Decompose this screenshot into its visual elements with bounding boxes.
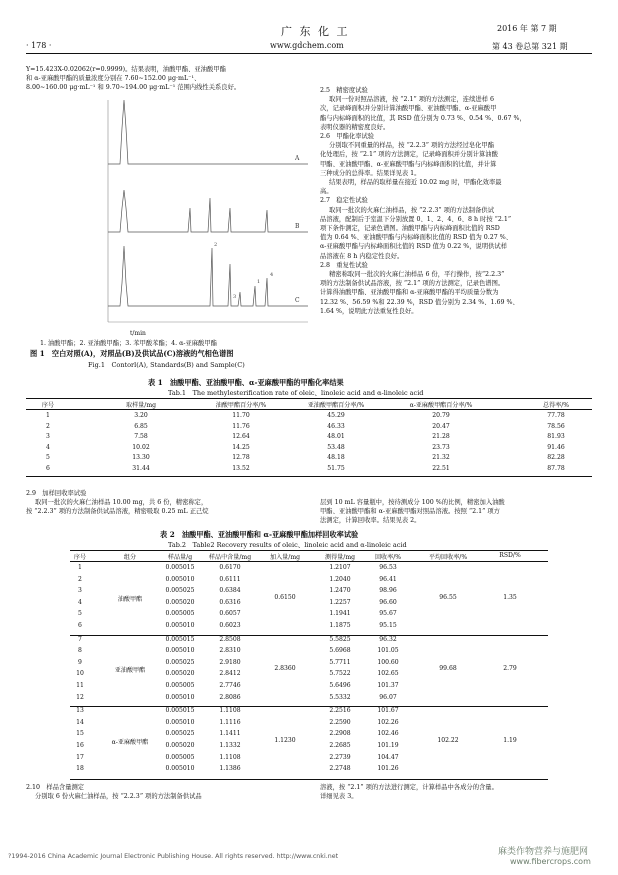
group-added: 0.6150 <box>274 593 296 601</box>
text-line: 酯与内标峰面积的比值，其 RSD 值分别为 0.73 %、0.54 %、0.67 %， <box>320 114 526 122</box>
table-cell: 2.8412 <box>219 670 241 678</box>
table-header: 样品量/g <box>167 554 193 561</box>
table-cell: 96.32 <box>379 635 397 643</box>
table-header: 取样量/mg <box>125 402 156 409</box>
trace-label-a: A <box>295 155 300 162</box>
table-cell: 0.005015 <box>165 707 195 715</box>
text-line: 精密称取同一批次的火麻仁油样品 6 份，平行操作，按“2.2.3” <box>329 271 505 279</box>
text-line: 2.6 甲酯化率试验 <box>320 133 375 141</box>
table-cell: 5.7522 <box>329 670 351 678</box>
table-cell: 2.2748 <box>329 765 351 773</box>
table-cell: 0.005010 <box>165 765 195 773</box>
table-cell: 5.5332 <box>329 693 351 701</box>
journal-url: www.gdchem.com <box>270 41 344 50</box>
trace-c <box>108 246 308 306</box>
table-cell: 1.2040 <box>329 575 351 583</box>
text-line: 甲酯、亚油酸甲酯和 α-亚麻酸甲酯对照品溶液。按照 “2.1” 项方 <box>320 508 500 516</box>
table1-title: 表 1 油酸甲酯、亚油酸甲酯、α-亚麻酸甲酯的甲酯化率结果 <box>148 378 344 387</box>
table-cell: 12 <box>76 693 84 701</box>
table-cell: 0.005020 <box>165 670 195 678</box>
table-cell: 2 <box>46 422 50 430</box>
table-header: α-亚麻酸甲酯百分率/% <box>409 402 473 409</box>
mid-right-text <box>320 498 505 526</box>
table-cell: 0.6023 <box>219 622 241 629</box>
text-line: 次，记录峰面积并分别计算油酸甲酯、亚油酸甲酯、α-亚麻酸甲 <box>320 105 497 113</box>
left-top-text <box>26 65 240 93</box>
table-rule <box>70 706 548 707</box>
table-header: RSD/% <box>499 552 521 559</box>
table-cell: 20.79 <box>432 412 450 419</box>
table2-title: 表 2 油酸甲酯、亚油酸甲酯和 α-亚麻酸甲酯加样回收率试验 <box>160 530 359 539</box>
table-cell: 0.6170 <box>219 564 241 571</box>
text-line: 表明仪器的精密度良好。 <box>320 123 390 131</box>
table-cell: 1.1386 <box>219 765 241 773</box>
table-cell: 10 <box>76 670 84 678</box>
text-line: α-亚麻酸甲酯与内标峰面积比值的 RSD 值为 0.22 %，说明供试样 <box>320 243 508 251</box>
table-cell: 2.2516 <box>329 707 351 715</box>
table-cell: 22.51 <box>432 464 450 472</box>
table-cell: 0.6057 <box>219 610 241 618</box>
table-cell: 2.8086 <box>219 693 241 701</box>
table-cell: 4 <box>78 598 82 606</box>
header-rule <box>26 53 592 54</box>
text-line: 2.10 样品含量测定 <box>26 784 85 791</box>
table-cell: 1.2107 <box>329 564 351 571</box>
text-line: 层到 10 mL 容量瓶中，按待测成分 100 %的比例，精密加入油酸 <box>320 499 505 506</box>
table-cell: 0.6384 <box>219 587 241 595</box>
table-cell: 5.6496 <box>329 682 351 689</box>
table-cell: 12.64 <box>232 433 250 440</box>
axis-label-time: t/min <box>130 330 146 337</box>
group-rsd: 2.79 <box>503 665 517 673</box>
text-line: 分别取 6 份火麻仁油样品，按 “2.2.3” 项的方法制备供试品 <box>35 793 202 801</box>
chromatogram-figure <box>50 98 310 328</box>
table2 <box>70 550 548 775</box>
table-cell: 96.41 <box>379 575 397 583</box>
table-cell: 21.28 <box>432 433 450 440</box>
table-cell: 102.65 <box>377 670 399 678</box>
table-cell: 0.005025 <box>165 658 195 666</box>
table-cell: 2.2739 <box>329 753 351 761</box>
table-cell: 18 <box>76 765 84 773</box>
table-cell: 0.005005 <box>165 753 195 761</box>
table-cell: 13 <box>76 707 84 715</box>
watermark-url: www.fibercrops.com <box>510 857 591 866</box>
table-cell: 87.78 <box>547 464 565 472</box>
text-line: 详细见表 3。 <box>320 793 358 801</box>
table-cell: 4 <box>46 443 50 451</box>
table-cell: 5 <box>46 454 50 461</box>
table-cell: 14 <box>76 718 84 726</box>
table-cell: 3 <box>46 433 50 440</box>
table-cell: 1.1941 <box>329 610 351 618</box>
table-cell: 14.25 <box>232 443 250 451</box>
table-cell: 2.2908 <box>329 730 351 738</box>
text-line: 分别取不同重量的样品，按 “2.2.3” 项的方法经过皂化甲酯 <box>329 142 494 150</box>
table-cell: 2.2590 <box>329 718 351 726</box>
table-rule <box>26 409 592 410</box>
table-cell: 95.67 <box>379 610 397 618</box>
table-cell: 6 <box>46 464 50 472</box>
table-header: 总得率/% <box>542 402 570 409</box>
text-line: 三种成分的总得率。结果详见表 1。 <box>320 169 421 177</box>
text-line: 取同一批次的火麻仁油样品，按 “2.2.3” 项的方法制备供试 <box>329 206 494 214</box>
table-cell: 96.07 <box>379 693 397 701</box>
table-cell: 78.56 <box>547 422 565 430</box>
table-rule <box>26 398 592 399</box>
table-cell: 1.1411 <box>219 730 241 738</box>
table-cell: 0.005015 <box>165 564 195 571</box>
table-rule <box>70 561 548 562</box>
table-cell: 48.01 <box>327 433 345 440</box>
table-cell: 21.32 <box>432 454 450 461</box>
copyright-footer: ?1994-2016 China Academic Journal Electronic Publishing House. All rights reserved. http://www.cnki.net <box>8 853 339 860</box>
table-header: 油酸甲酯百分率/% <box>215 402 267 409</box>
table-cell: 7 <box>78 635 82 643</box>
table-cell: 6.85 <box>134 422 148 430</box>
table-header: 回收率/% <box>374 554 402 561</box>
table-cell: 12.78 <box>232 454 250 461</box>
text-line: 2.8 重复性试验 <box>320 261 368 269</box>
table-cell: 6 <box>78 622 82 629</box>
table-cell: 2.8508 <box>219 635 241 643</box>
table-rule <box>70 779 548 780</box>
table-cell: 11.70 <box>232 412 250 419</box>
table-cell: 91.46 <box>547 443 565 451</box>
table-cell: 1.2470 <box>329 587 351 595</box>
table-cell: 20.47 <box>432 422 450 430</box>
text-line: 值为 0.64 %、亚油酸甲酯与内标峰面积比值的 RSD 值为 0.27 %、 <box>320 234 513 242</box>
table1 <box>26 398 592 478</box>
text-line: 12.32 %、56.59 %和 22.39 %，RSD 值分别为 2.34 %、1.69 %、 <box>320 298 519 306</box>
text-line: 1.64 %，说明此方法重复性良好。 <box>320 307 418 315</box>
table-cell: 1 <box>78 564 82 571</box>
text-line: 取同一份对照品溶液，按 “2.1” 项的方法测定，连续进样 6 <box>329 96 494 104</box>
table-cell: 101.26 <box>377 765 399 773</box>
text-line: 项的方法制备供试品溶液，按 “2.1” 项的方法测定，记录色谱图。 <box>320 280 505 288</box>
table-rule <box>70 550 548 551</box>
text-line: 溶液，按 “2.1” 项的方法进行测定，计算样品中各成分的含量。 <box>320 784 498 791</box>
table-cell: 23.73 <box>432 443 450 451</box>
journal-name: 广 东 化 工 <box>281 25 350 38</box>
figure-caption-en: Fig.1 Contorl(A), Standards(B) and Sample(C) <box>88 361 245 369</box>
table-cell: 0.005015 <box>165 635 195 643</box>
figure-caption: 图 1 空白对照(A)，对照品(B)及供试品(C)溶液的气相色谱图 <box>30 349 234 358</box>
peak-number: 4 <box>270 272 274 278</box>
table-cell: 0.005010 <box>165 622 195 629</box>
group-component: α-亚麻酸甲酯 <box>111 739 149 746</box>
table-cell: 102.26 <box>377 718 399 726</box>
table-cell: 0.6316 <box>219 598 241 606</box>
table-header: 序号 <box>73 554 87 561</box>
watermark-text: 麻类作物营养与施肥网 <box>498 847 589 857</box>
table-cell: 48.18 <box>327 454 345 461</box>
volume-info: 第 43 卷总第 321 期 <box>492 42 568 51</box>
table-cell: 7.58 <box>134 433 148 440</box>
group-average: 96.55 <box>439 593 457 601</box>
text-line: 计算得油酸甲酯、亚油酸甲酯和 α-亚麻酸甲酯的平均质量分数为 <box>320 289 499 297</box>
table-cell: 0.005010 <box>165 575 195 583</box>
table-cell: 1.1108 <box>219 707 241 715</box>
figure-legend: 1. 油酸甲酯；2. 亚油酸甲酯；3. 苯甲酸苯酯；4. α-亚麻酸甲酯 <box>40 340 217 347</box>
table-cell: 2.7746 <box>219 682 241 689</box>
table-cell: 45.29 <box>327 412 345 419</box>
text-line: 2.5 精密度试验 <box>320 87 368 94</box>
table-cell: 15 <box>76 730 84 738</box>
trace-b <box>108 190 308 232</box>
table-cell: 1.1108 <box>219 753 241 761</box>
table-cell: 104.47 <box>377 753 399 761</box>
table-cell: 0.6111 <box>219 575 241 583</box>
table-cell: 16 <box>76 742 84 749</box>
table-cell: 9 <box>78 658 82 666</box>
trace-a <box>108 100 308 164</box>
table-header: 平均回收率/% <box>428 554 468 561</box>
group-average: 99.68 <box>439 665 457 673</box>
text-line: 法测定，计算回收率。结果见表 2。 <box>320 517 421 525</box>
text-line: 品溶液在 8 h 内稳定性良好。 <box>320 252 404 260</box>
table-cell: 17 <box>76 753 84 761</box>
table-cell: 3.20 <box>134 412 148 419</box>
trace-label-c: C <box>295 297 300 304</box>
text-line: 取同一批次的火麻仁油样品 10.00 mg，共 6 份，精密称定， <box>35 499 208 507</box>
table-cell: 1 <box>46 412 50 419</box>
group-component: 亚油酸甲酯 <box>114 667 146 675</box>
table-cell: 5 <box>78 610 82 618</box>
table-cell: 5.7711 <box>329 658 351 666</box>
bottom-left-text <box>26 783 202 801</box>
table-cell: 100.60 <box>377 658 399 666</box>
table-cell: 96.60 <box>379 598 397 606</box>
table-cell: 2.9180 <box>219 658 241 666</box>
peak-number: 3 <box>233 294 237 300</box>
group-added: 2.8360 <box>274 665 296 673</box>
text-line: Y=15.423X-0.02062(r=0.9999)。结果表明，油酸甲酯、亚油酸甲酯 <box>26 66 226 73</box>
table-cell: 0.005010 <box>165 718 195 726</box>
table-cell: 13.52 <box>232 464 250 472</box>
table-cell: 0.005025 <box>165 587 195 595</box>
text-line: 2.9 加样回收率试验 <box>26 490 87 497</box>
trace-label-b: B <box>295 223 300 230</box>
right-top-text <box>320 86 526 316</box>
table-cell: 101.37 <box>377 682 399 689</box>
table1-title-en: Tab.1 The methylesterification rate of oleic、linoleic acid and α-linoleic acid <box>168 389 424 397</box>
table-cell: 2.8310 <box>219 647 241 655</box>
table-cell: 2.2685 <box>329 742 351 749</box>
table-cell: 11.76 <box>232 422 250 430</box>
table-cell: 0.005005 <box>165 682 195 689</box>
text-line: 结果表明，样品的取样量在接近 10.02 mg 时，甲酯化效率最 <box>329 179 502 187</box>
table-cell: 51.75 <box>327 464 345 472</box>
table-cell: 53.48 <box>327 443 345 451</box>
page-number: · 178 · <box>26 41 52 50</box>
table-cell: 0.005010 <box>165 693 195 701</box>
table-header: 组分 <box>123 554 137 561</box>
text-line: 项下条件测定，记录色谱图。油酸甲酯与内标峰面积比值的 RSD <box>320 225 500 233</box>
table2-title-en: Tab.2 Table2 Recovery results of oleic、linoleic acid and α-linoleic acid <box>168 541 407 549</box>
table-rule <box>26 476 592 477</box>
year-issue: 2016 年 第 7 期 <box>497 24 557 33</box>
table-cell: 101.67 <box>377 707 399 715</box>
mid-left-text <box>26 489 209 517</box>
table-cell: 2 <box>78 575 82 583</box>
text-line: 2.7 稳定性试验 <box>320 197 368 205</box>
table-cell: 13.30 <box>132 454 150 461</box>
text-line: 化处理后，按 “2.1” 项的方法测定，记录峰面积并分别计算油酸 <box>320 151 498 159</box>
table-cell: 0.005010 <box>165 647 195 655</box>
table-cell: 8 <box>78 647 82 655</box>
table-cell: 1.1332 <box>219 742 241 749</box>
table-cell: 101.05 <box>377 647 399 655</box>
table-cell: 3 <box>78 587 82 595</box>
table-header: 加入量/mg <box>269 554 300 561</box>
table-cell: 46.33 <box>327 422 345 430</box>
text-line: 甲酯、亚油酸甲酯、α-亚麻酸甲酯与内标峰面积的比值，并计算 <box>320 160 497 168</box>
table-cell: 102.46 <box>377 730 399 738</box>
text-line: 8.00~160.00 μg·mL⁻¹ 和 9.70~194.00 μg·mL⁻¹ 范围内线性关系良好。 <box>26 84 241 92</box>
text-line: 品溶液，配制后于室温下分别放置 0、1、2、4、6、8 h 时按 “2.1” <box>320 215 512 223</box>
text-line: 高。 <box>320 188 333 196</box>
table-cell: 10.02 <box>132 443 150 451</box>
table-cell: 95.15 <box>379 622 397 629</box>
group-average: 102.22 <box>437 737 459 744</box>
table-header: 亚油酸甲酯百分率/% <box>307 402 365 409</box>
table-cell: 1.1116 <box>219 718 241 726</box>
peak-number: 1 <box>257 279 261 285</box>
group-rsd: 1.19 <box>503 737 517 744</box>
group-rsd: 1.35 <box>503 593 517 601</box>
table-cell: 101.19 <box>377 742 399 749</box>
table-header: 序号 <box>41 402 55 409</box>
table-cell: 0.005025 <box>165 730 195 738</box>
text-line: 和 α-亚麻酸甲酯的质量浓度分别在 7.60~152.00 μg·mL⁻¹、 <box>26 75 201 83</box>
table-cell: 31.44 <box>132 464 150 472</box>
group-added: 1.1230 <box>274 737 296 744</box>
text-line: 按 “2.2.3” 项的方法制备供试品溶液，精密吸取 0.25 mL 正己烷 <box>26 508 209 516</box>
table-cell: 0.005005 <box>165 610 195 618</box>
table-cell: 1.1875 <box>329 622 351 629</box>
table-cell: 0.005020 <box>165 742 195 749</box>
table-cell: 5.5825 <box>329 635 351 643</box>
table-header: 测得量/mg <box>324 554 355 561</box>
group-component: 油酸甲酯 <box>117 595 143 603</box>
table-cell: 82.28 <box>547 454 565 461</box>
peak-number: 2 <box>214 242 218 248</box>
table-cell: 81.93 <box>547 433 565 440</box>
table-rule <box>70 635 548 636</box>
bottom-right-text <box>320 783 498 801</box>
table-cell: 98.96 <box>379 587 397 595</box>
table-cell: 1.2257 <box>329 598 351 606</box>
table-cell: 11 <box>76 682 84 689</box>
table-cell: 77.78 <box>547 412 565 419</box>
table-cell: 0.005020 <box>165 598 195 606</box>
table-cell: 96.53 <box>379 564 397 571</box>
table-header: 样品中含量/mg <box>208 554 252 561</box>
table-cell: 5.6968 <box>329 647 351 655</box>
